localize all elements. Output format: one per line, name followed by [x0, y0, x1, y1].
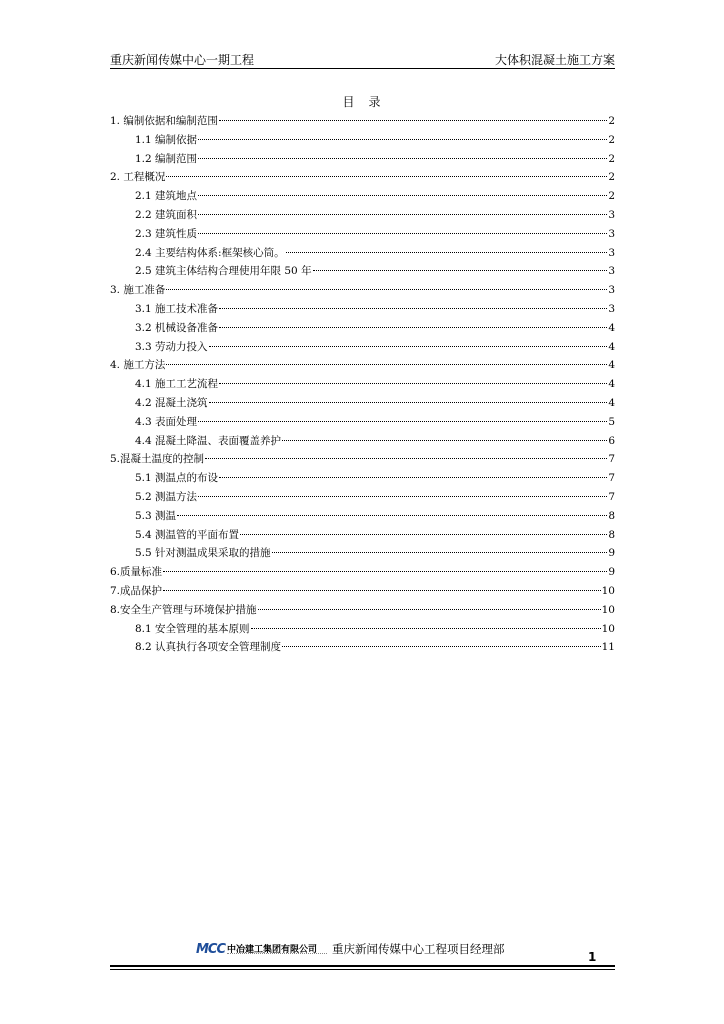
toc-entry-page: 10: [601, 584, 615, 597]
toc-leader-dots: [219, 120, 607, 121]
header-project-name: 重庆新闻传媒中心一期工程: [110, 53, 255, 67]
toc-entry: [110, 113, 615, 132]
footer-rule-thick: [110, 965, 615, 967]
toc-leader-dots: [166, 176, 607, 177]
toc-entry-title: 8.2 认真执行各项安全管理制度: [135, 641, 282, 654]
page-footer: [196, 941, 526, 959]
toc-entry-title: 4.4 混凝土降温、表面覆盖养护: [135, 434, 282, 447]
toc-leader-dots: [198, 158, 607, 159]
toc-leader-dots: [198, 195, 607, 196]
toc-leader-dots: [313, 270, 608, 271]
toc-entry: [110, 508, 615, 527]
toc-leader-dots: [219, 327, 607, 328]
toc-entry-title: 4.3 表面处理: [135, 415, 198, 428]
toc-entry-page: 4: [608, 340, 615, 353]
toc-entry: [110, 151, 615, 170]
toc-leader-dots: [219, 477, 607, 478]
toc-entry-page: 9: [608, 566, 615, 579]
company-subline: [227, 953, 327, 956]
toc-entry-title: 8.安全生产管理与环境保护措施: [110, 603, 257, 616]
toc-entry-title: 6.质量标准: [110, 566, 163, 579]
toc-leader-dots: [205, 458, 607, 459]
toc-entry-title: 3.2 机械设备准备: [135, 321, 219, 334]
toc-entry: [110, 226, 615, 245]
toc-leader-dots: [198, 214, 607, 215]
toc-entry-title: 4. 施工方法: [110, 359, 166, 372]
toc-entry-page: 2: [608, 133, 615, 146]
page-number: 1: [588, 950, 597, 964]
toc-entry-title: 1.1 编制依据: [135, 133, 198, 146]
toc-leader-dots: [282, 646, 601, 647]
toc-entry-title: 5.1 测温点的布设: [135, 472, 219, 485]
toc-leader-dots: [198, 421, 607, 422]
toc-entry-page: 3: [608, 208, 615, 221]
toc-entry: [110, 301, 615, 320]
toc-entry: [110, 639, 615, 658]
toc-leader-dots: [198, 139, 607, 140]
toc-leader-dots: [240, 534, 607, 535]
toc-entry-page: 3: [608, 246, 615, 259]
toc-entry: [110, 320, 615, 339]
toc-entry-title: 5.4 测温管的平面布置: [135, 528, 240, 541]
toc-entry-title: 7.成品保护: [110, 584, 163, 597]
toc-entry: [110, 376, 615, 395]
toc-entry-title: 1. 编制依据和编制范围: [110, 115, 218, 127]
toc-entry: [110, 583, 615, 602]
toc-entry-title: 5.2 测温方法: [135, 490, 198, 503]
toc-entry: [110, 282, 615, 301]
toc-leader-dots: [209, 402, 608, 403]
toc-leader-dots: [166, 289, 607, 290]
toc-leader-dots: [251, 628, 601, 629]
toc-entry-title: 3.3 劳动力投入: [135, 340, 208, 353]
table-of-contents: [110, 113, 615, 658]
toc-entry-page: 7: [608, 490, 615, 503]
toc-entry-title: 3. 施工准备: [110, 284, 166, 297]
toc-entry-page: 4: [608, 378, 615, 391]
toc-leader-dots: [163, 571, 607, 572]
toc-entry-title: 4.2 混凝土浇筑: [135, 396, 208, 409]
toc-entry: [110, 470, 615, 489]
toc-leader-dots: [198, 233, 607, 234]
toc-entry-title: 8.1 安全管理的基本原则: [135, 622, 250, 635]
toc-entry-title: 5.3 测温: [135, 509, 177, 522]
header-document-title: 大体积混凝土施工方案: [494, 53, 615, 67]
toc-leader-dots: [166, 364, 607, 365]
toc-entry-page: 3: [608, 227, 615, 240]
toc-entry: [110, 263, 615, 282]
toc-entry: [110, 414, 615, 433]
toc-leader-dots: [209, 346, 608, 347]
toc-entry-page: 4: [608, 359, 615, 372]
toc-entry-title: 2.2 建筑面积: [135, 208, 198, 221]
toc-entry-title: 2.4 主要结构体系:框架核心筒。: [135, 246, 285, 259]
toc-entry-page: 2: [608, 115, 615, 127]
toc-entry: [110, 602, 615, 621]
toc-entry-page: 2: [608, 190, 615, 203]
toc-entry-title: 2.1 建筑地点: [135, 190, 198, 203]
toc-entry-page: 3: [608, 284, 615, 297]
toc-entry: [110, 395, 615, 414]
toc-entry-page: 7: [608, 453, 615, 466]
toc-entry: [110, 451, 615, 470]
toc-leader-dots: [163, 590, 601, 591]
toc-leader-dots: [258, 609, 601, 610]
footer-rule-thin: [110, 969, 615, 970]
toc-entry-page: 3: [608, 302, 615, 315]
toc-entry: [110, 339, 615, 358]
toc-entry-title: 5.5 针对测温成果采取的措施: [135, 547, 271, 560]
toc-entry-page: 3: [608, 265, 615, 278]
toc-entry: [110, 527, 615, 546]
toc-entry-page: 9: [608, 547, 615, 560]
toc-entry: [110, 357, 615, 376]
toc-entry: [110, 188, 615, 207]
toc-leader-dots: [198, 496, 607, 497]
mcc-logo: MCC: [196, 942, 226, 957]
toc-leader-dots: [219, 308, 607, 309]
toc-leader-dots: [282, 440, 607, 441]
toc-entry: [110, 132, 615, 151]
toc-title: 目 录: [342, 95, 382, 109]
toc-entry-title: 2.5 建筑主体结构合理使用年限 50 年: [135, 265, 312, 278]
toc-entry: [110, 545, 615, 564]
toc-leader-dots: [286, 252, 608, 253]
page-header: [110, 50, 615, 69]
toc-leader-dots: [272, 552, 608, 553]
company-name: 中冶建工集团有限公司: [227, 945, 318, 955]
toc-entry-page: 10: [601, 622, 615, 635]
toc-entry-title: 2. 工程概况: [110, 171, 166, 184]
toc-entry-page: 5: [608, 415, 615, 428]
toc-entry: [110, 489, 615, 508]
toc-entry: [110, 245, 615, 264]
toc-entry-title: 3.1 施工技术准备: [135, 302, 219, 315]
toc-entry-page: 8: [608, 509, 615, 522]
toc-entry-title: 5.混凝土温度的控制: [110, 453, 205, 466]
toc-entry-page: 2: [608, 171, 615, 184]
toc-entry-page: 4: [608, 396, 615, 409]
toc-entry: [110, 207, 615, 226]
department-name: 重庆新闻传媒中心工程项目经理部: [332, 942, 505, 956]
toc-entry-title: 1.2 编制范围: [135, 152, 198, 165]
toc-entry-page: 10: [601, 603, 615, 616]
toc-entry: [110, 433, 615, 452]
toc-entry: [110, 169, 615, 188]
toc-entry-title: 4.1 施工工艺流程: [135, 378, 219, 391]
toc-leader-dots: [219, 383, 607, 384]
toc-entry: [110, 621, 615, 640]
toc-entry-page: 4: [608, 321, 615, 334]
toc-entry: [110, 564, 615, 583]
toc-entry-page: 7: [608, 472, 615, 485]
toc-leader-dots: [177, 515, 607, 516]
toc-entry-page: 11: [601, 641, 615, 654]
toc-entry-title: 2.3 建筑性质: [135, 227, 198, 240]
toc-entry-page: 2: [608, 152, 615, 165]
toc-entry-page: 6: [608, 434, 615, 447]
toc-entry-page: 8: [608, 528, 615, 541]
